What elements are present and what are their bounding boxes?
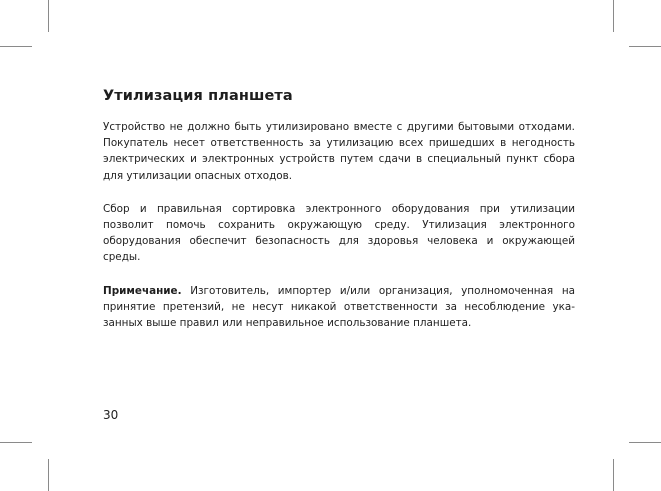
crop-mark-bottom-left-horizontal xyxy=(0,442,32,443)
page-content xyxy=(103,88,575,348)
note-paragraph xyxy=(103,283,575,332)
crop-mark-bottom-right-horizontal xyxy=(629,442,661,443)
crop-mark-top-right-vertical xyxy=(613,0,614,32)
crop-mark-bottom-right-vertical xyxy=(613,459,614,491)
note-label: Примечание. xyxy=(103,284,182,297)
page-title: Утилизация планшета xyxy=(103,88,293,104)
page-number: 30 xyxy=(103,408,119,422)
crop-mark-top-left-vertical xyxy=(48,0,49,32)
paragraph-sorting: Сбор и правильная сортировка электронного оборудования при утилизации позволит помочь сохранить окружающую среду. Утилизация электронного оборудования обеспечит безопасность для здоровья человека и окружающей среды. xyxy=(103,202,575,264)
note-text: Изготовитель, импортер и/или организация, уполномоченная на принятие претензий, не несут никакой ответственности за несоблюдение указанных выше правил или неправильное использование планшета. xyxy=(103,284,575,330)
paragraph-disposal: Устройство не должно быть утилизировано вместе с другими бытовыми отходами. Покупатель несет ответственность за утилизацию всех пришедших в негодность электрических и электронных устройств путем сдачи в специальный пункт сбора для утилизации опасных отходов. xyxy=(103,121,575,182)
crop-mark-bottom-left-vertical xyxy=(48,459,49,491)
crop-mark-top-right-horizontal xyxy=(629,46,661,47)
crop-mark-top-left-horizontal xyxy=(0,46,32,47)
